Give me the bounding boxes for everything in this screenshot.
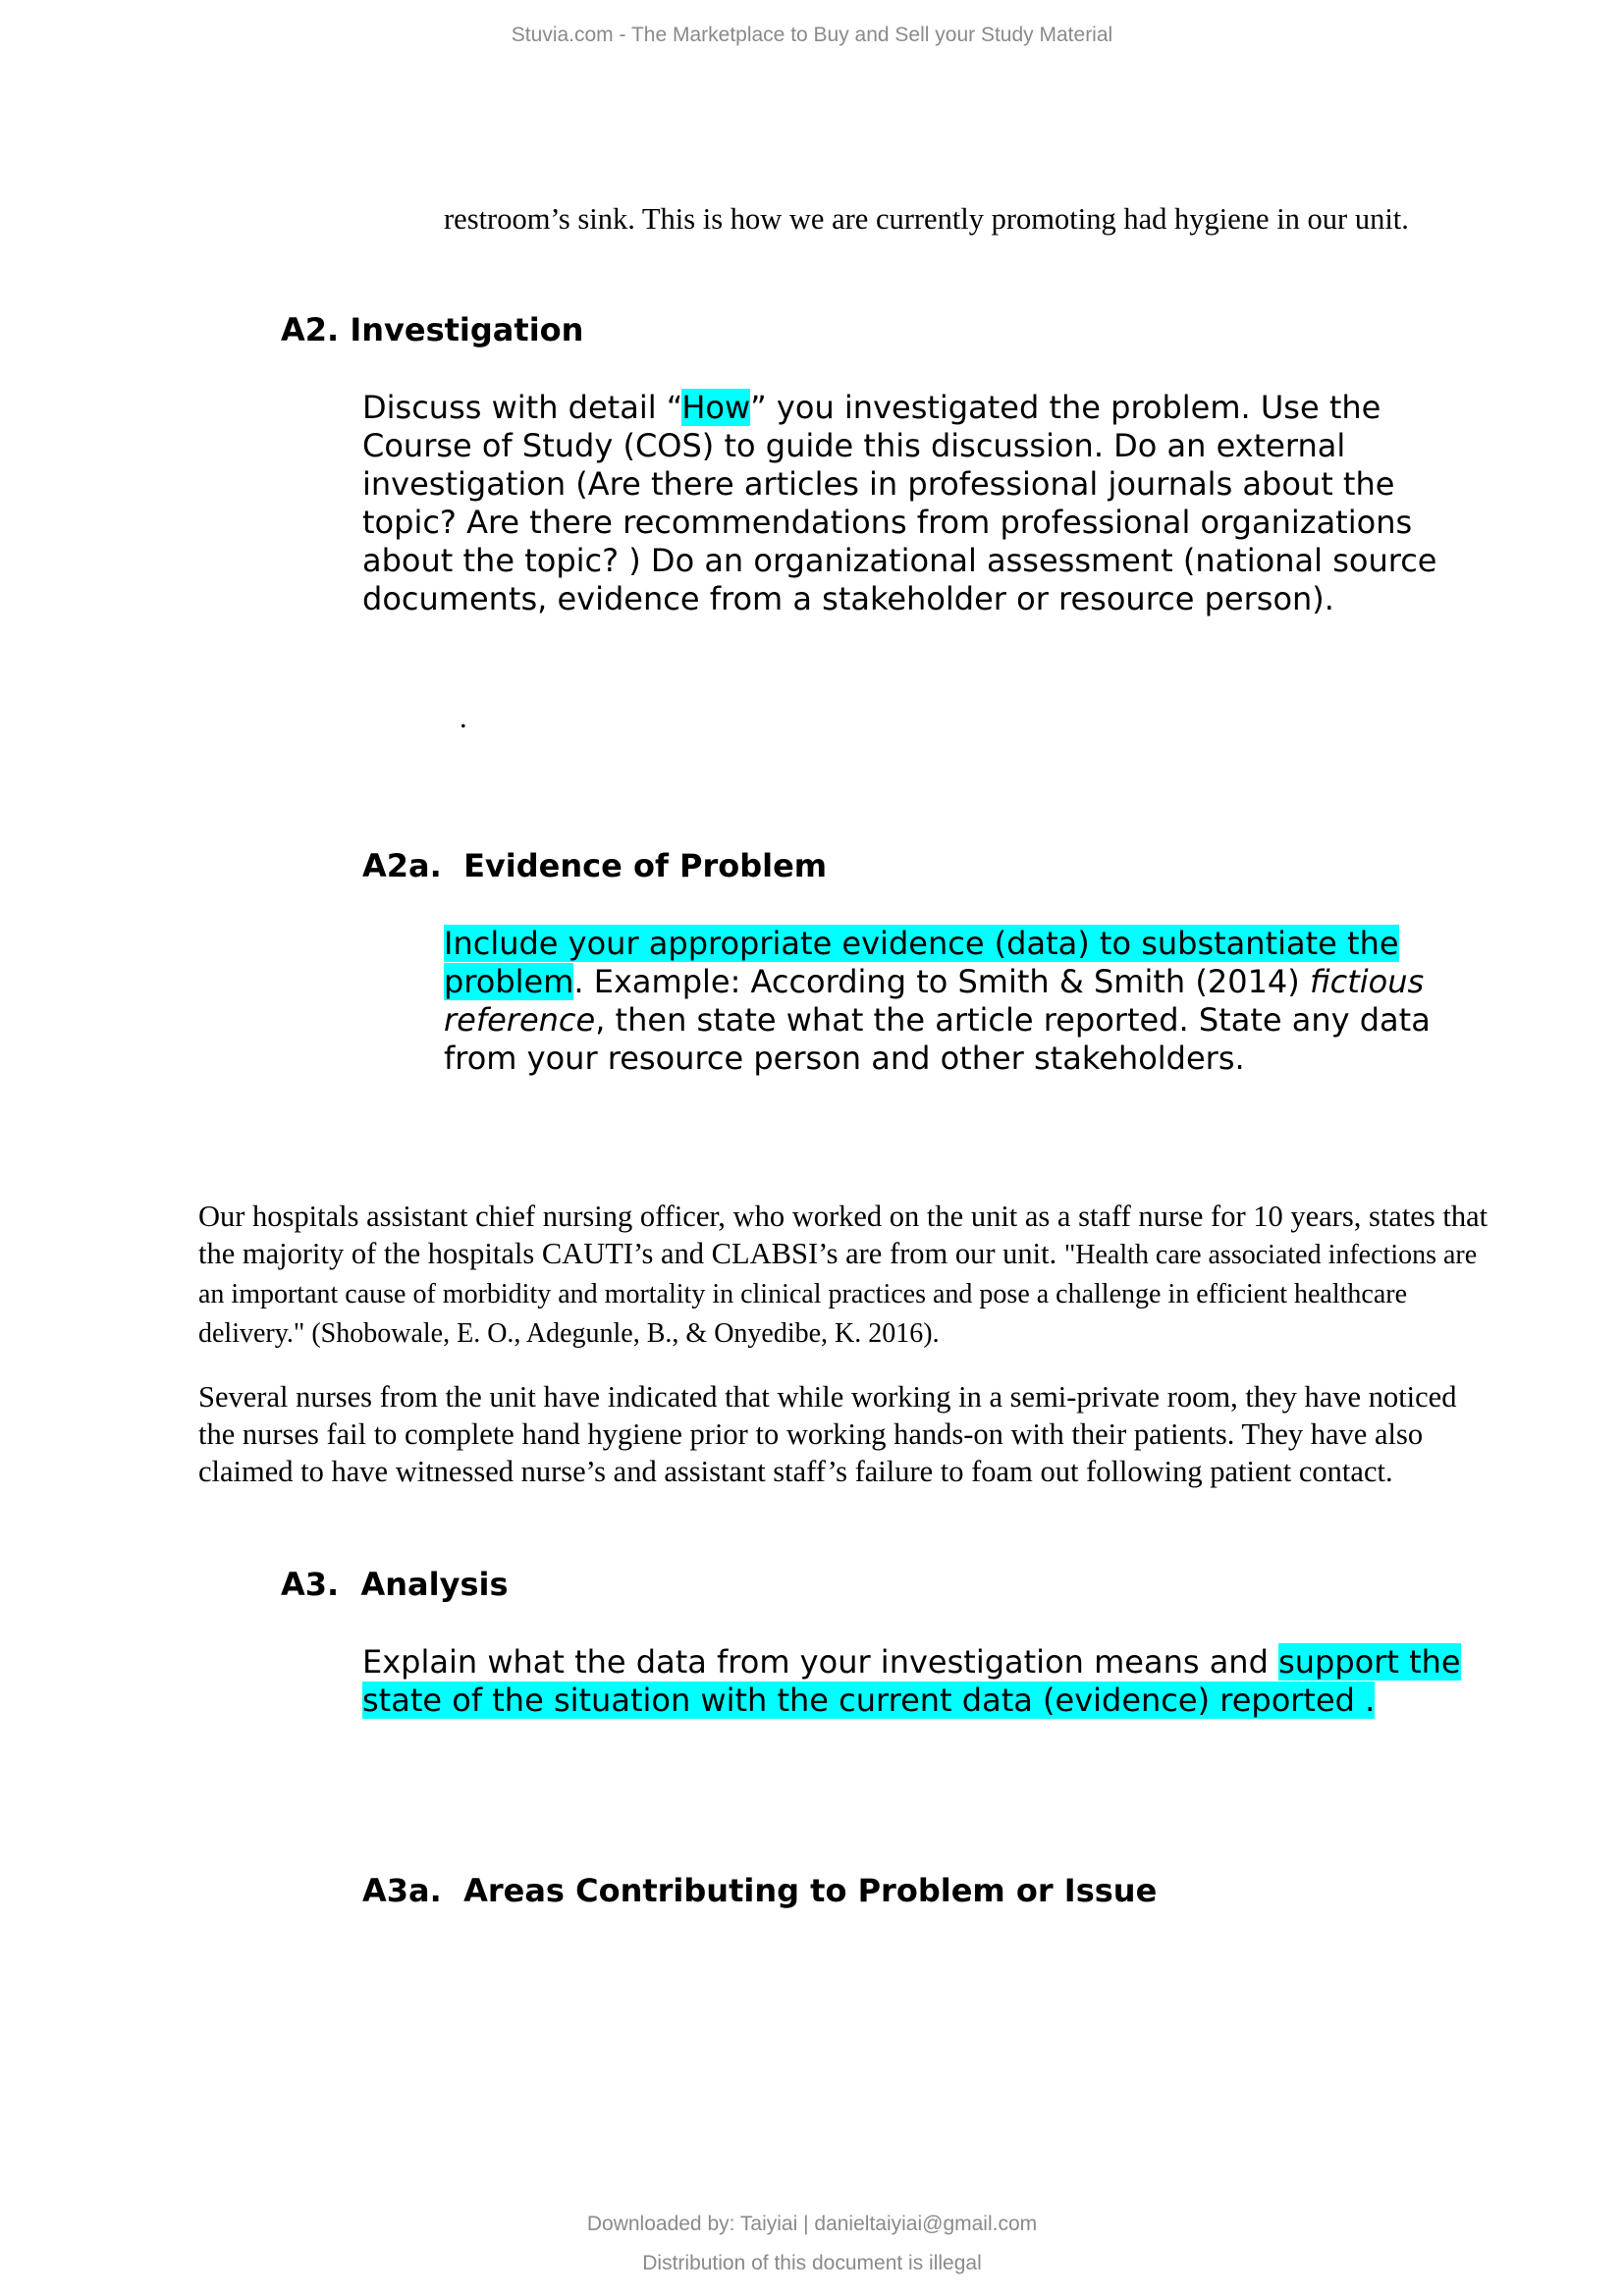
a2a-instruction-mid: . Example: According to Smith & Smith (2014) (573, 963, 1310, 1000)
a2a-instruction-post: , then state what the article reported. State any data from your resource person and other stakeholders. (444, 1001, 1431, 1077)
a2-highlight-how: How (681, 389, 751, 426)
a2a-instruction (444, 925, 1494, 1078)
a3-highlight: support the state of the situation with the current data (evidence) reported . (362, 1643, 1461, 1719)
evidence-paragraph-1 (198, 1198, 1494, 1353)
footer-distribution-notice: Distribution of this document is illegal (642, 2252, 982, 2274)
footer-downloaded-by: Downloaded by: Taiyiai | danieltaiyiai@gmail.com (586, 2213, 1038, 2235)
evidence-paragraph-2-text: Several nurses from the unit have indicated that while working in a semi-private room, they have noticed the nurses fail to complete hand hygiene prior to working hands-on with their patients. They have also claimed to have witnessed nurse’s and assistant staff’s failure to foam out following patient contact. (198, 1380, 1457, 1488)
a2-instruction (362, 389, 1491, 618)
header-watermark: Stuvia.com - The Marketplace to Buy and Sell your Study Material (511, 24, 1113, 46)
evidence-paragraph-1-quote: "Health care associated infections are an important cause of morbidity and mortality in clinical practices and pose a challenge in efficient healthcare delivery." (Shobowale, E. O., Adegunle, B., & Onyedibe, K. 2016). (198, 1240, 1478, 1349)
continuation-paragraph (444, 200, 1485, 238)
section-heading-a3: A3. Analysis (281, 1566, 509, 1603)
stray-period: . (460, 701, 467, 734)
section-heading-a3a: A3a. Areas Contributing to Problem or Issue (362, 1872, 1158, 1909)
a2-instruction-pre: Discuss with detail “ (362, 389, 682, 426)
section-heading-a2a: A2a. Evidence of Problem (362, 847, 828, 884)
a2a-instruction-italic: fictious reference (444, 963, 1425, 1039)
a3-instruction (362, 1643, 1472, 1720)
section-heading-a2: A2. Investigation (281, 311, 584, 348)
a3-instruction-pre: Explain what the data from your investigation means and (362, 1643, 1279, 1681)
a2a-highlight: Include your appropriate evidence (data) to substantiate the problem (444, 925, 1399, 1000)
evidence-paragraph-1-main: Our hospitals assistant chief nursing officer, who worked on the unit as a staff nurse for 10 years, states that the majority of the hospitals CAUTI’s and CLABSI’s are from our unit. (198, 1200, 1489, 1270)
a2-instruction-post: ” you investigated the problem. Use the Course of Study (COS) to guide this discussion. Do an external investigation (Are there articles in professional journals about the topic? Are there recommendations from professional organizations about the topic? ) Do an organizational assessment (national source documents, evidence from a stakeholder or resource person). (362, 389, 1437, 617)
continuation-text: restroom’s sink. This is how we are currently promoting had hygiene in our unit. (444, 202, 1409, 236)
evidence-paragraph-2 (198, 1378, 1494, 1490)
